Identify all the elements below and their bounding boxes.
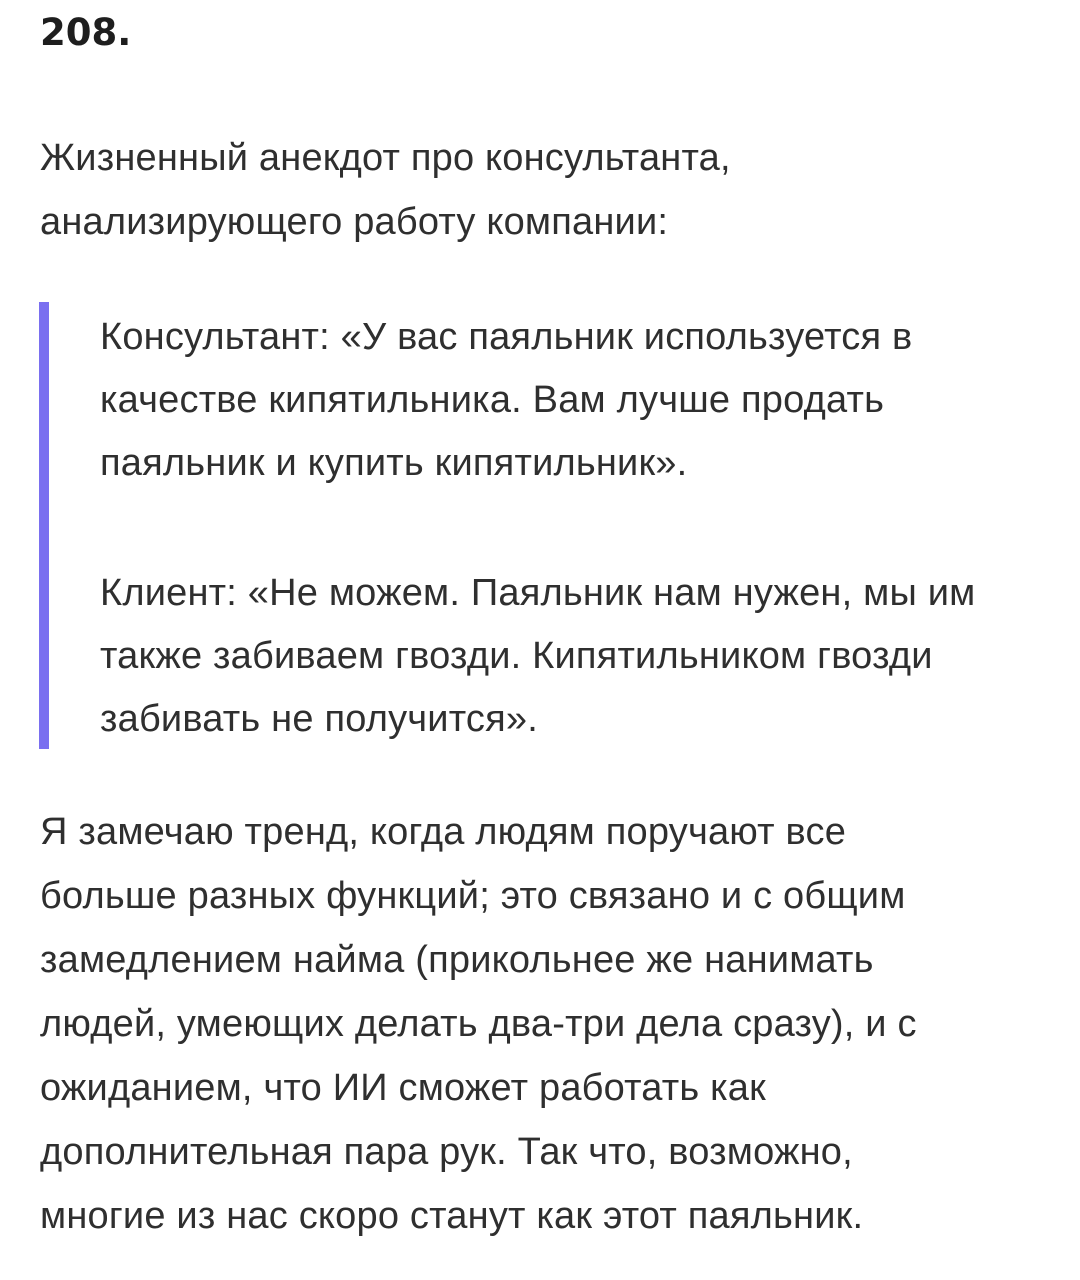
quote-line: Клиент: «Не можем. Паяльник нам нужен, мы им [100, 572, 976, 614]
intro-paragraph [40, 126, 1050, 254]
blockquote-accent-bar [39, 302, 49, 749]
quote-line: забивать не получится». [100, 698, 538, 740]
intro-line: Жизненный анекдот про консультанта, [40, 137, 731, 179]
quote-consultant [100, 306, 1060, 495]
outro-line: многие из нас скоро станут как этот паяльник. [40, 1195, 864, 1237]
post-number: 208. [40, 11, 132, 54]
quote-client [100, 562, 1060, 751]
outro-paragraph [40, 800, 1050, 1248]
outro-line: Я замечаю тренд, когда людям поручают все [40, 811, 847, 853]
outro-line: больше разных функций; это связано и с общим [40, 875, 906, 917]
outro-line: людей, умеющих делать два-три дела сразу), и с [40, 1003, 917, 1045]
quote-line: качестве кипятильника. Вам лучше продать [100, 379, 885, 421]
outro-line: замедлением найма (прикольнее же нанимать [40, 939, 874, 981]
quote-line: также забиваем гвозди. Кипятильником гвозди [100, 635, 933, 677]
quote-line: паяльник и купить кипятильник». [100, 442, 688, 484]
quote-line: Консультант: «У вас паяльник используется в [100, 316, 913, 358]
outro-line: ожиданием, что ИИ сможет работать как [40, 1067, 766, 1109]
outro-line: дополнительная пара рук. Так что, возможно, [40, 1131, 853, 1173]
intro-line: анализирующего работу компании: [40, 201, 669, 243]
